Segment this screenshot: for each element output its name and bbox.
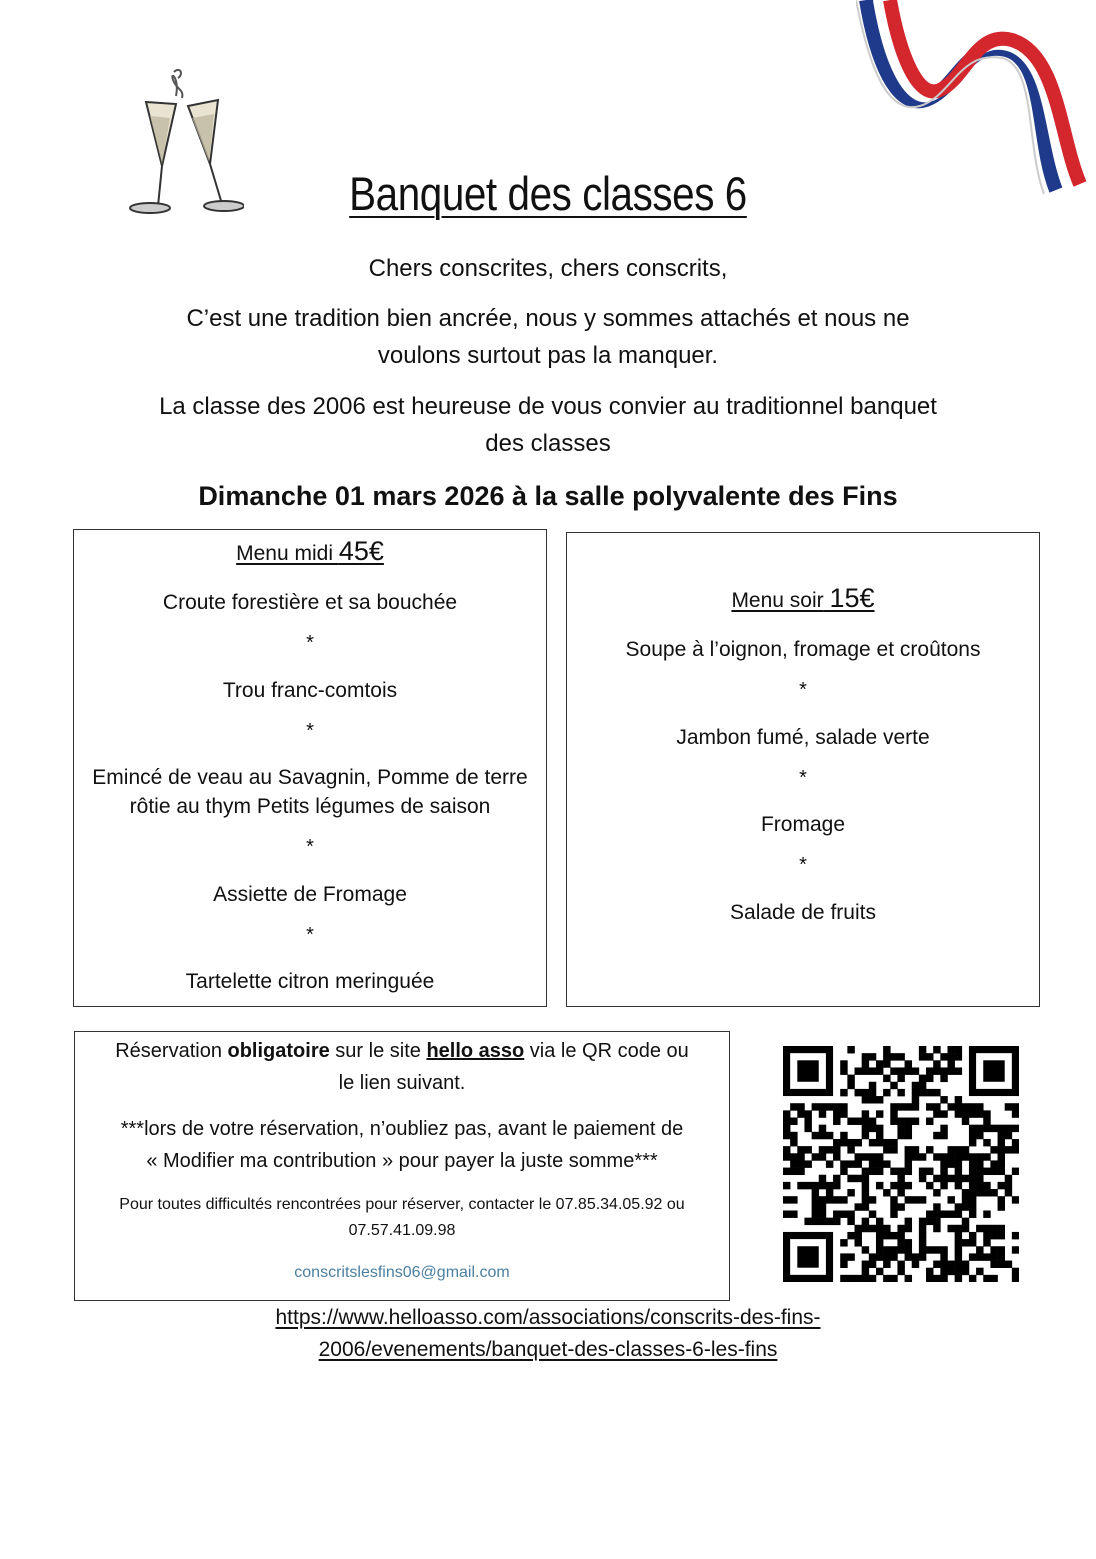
reservation-text: sur le site <box>329 1040 427 1062</box>
menu-midi-price: 45€ <box>338 536 384 566</box>
menu-soir-price: 15€ <box>829 583 875 613</box>
qr-finder-pattern <box>797 1246 818 1267</box>
contact-line1: Pour toutes difficultés rencontrées pour réserver, contacter le 07.85.34.05.92 ou <box>119 1196 685 1213</box>
menu-midi-item: Assiette de Fromage <box>213 883 407 906</box>
reservation-line1 <box>75 1040 729 1063</box>
greeting-text: Chers conscrites, chers conscrits, <box>368 255 728 282</box>
menu-midi-item: rôtie au thym Petits légumes de saison <box>129 795 491 818</box>
menu-soir-label: Menu soir <box>731 589 824 612</box>
menu-separator: * <box>306 720 314 742</box>
menu-midi-title <box>74 536 546 567</box>
menu-soir-box <box>566 532 1040 1007</box>
reservation-text: Réservation <box>115 1040 228 1062</box>
reservation-text: via le QR code ou <box>524 1040 689 1062</box>
reservation-note-line1: ***lors de votre réservation, n’oubliez pas, avant le paiement de <box>120 1118 684 1140</box>
helloasso-name: hello asso <box>426 1040 525 1062</box>
helloasso-link-line2[interactable]: 2006/evenements/banquet-des-classes-6-les-fins <box>318 1338 778 1361</box>
page-title: Banquet des classes 6 <box>349 167 747 220</box>
reservation-line2: le lien suivant. <box>338 1072 466 1094</box>
menu-separator: * <box>799 679 807 701</box>
qr-finder-pattern <box>983 1060 1004 1081</box>
menu-separator: * <box>306 836 314 858</box>
menu-midi-item: Trou franc-comtois <box>222 679 398 702</box>
intro-paragraph-1-line2: voulons surtout pas la manquer. <box>377 342 719 369</box>
intro-paragraph-2-line2: des classes <box>485 430 611 457</box>
menu-separator: * <box>799 854 807 876</box>
menu-midi-label: Menu midi <box>236 542 333 565</box>
menu-soir-item: Fromage <box>760 813 846 836</box>
event-date-location: Dimanche 01 mars 2026 à la salle polyvalente des Fins <box>198 481 898 511</box>
qr-finder-pattern <box>797 1060 818 1081</box>
menu-midi-item: Emincé de veau au Savagnin, Pomme de terre <box>92 766 528 789</box>
menu-soir-item: Jambon fumé, salade verte <box>676 726 930 749</box>
menu-separator: * <box>306 924 314 946</box>
intro-paragraph-1 <box>0 300 1096 374</box>
reservation-box <box>74 1031 730 1301</box>
menu-midi-item: Tartelette citron meringuée <box>185 970 435 993</box>
intro-paragraph-1-line1: C’est une tradition bien ancrée, nous y sommes attachés et nous ne <box>186 305 910 332</box>
menu-separator: * <box>306 632 314 654</box>
menu-soir-item: Salade de fruits <box>730 901 876 924</box>
qr-code[interactable] <box>783 1046 1019 1282</box>
reservation-note-line2: « Modifier ma contribution » pour payer la juste somme*** <box>146 1150 658 1172</box>
menu-soir-title <box>567 583 1039 614</box>
menu-midi-item: Croute forestière et sa bouchée <box>162 591 458 614</box>
email-link[interactable]: conscritslesfins06@gmail.com <box>294 1264 510 1281</box>
helloasso-link[interactable] <box>0 1302 1096 1366</box>
menu-separator: * <box>799 767 807 789</box>
reservation-required: obligatoire <box>227 1040 330 1062</box>
helloasso-link-line1[interactable]: https://www.helloasso.com/associations/conscrits-des-fins- <box>275 1306 821 1329</box>
menu-midi-box <box>73 529 547 1007</box>
menu-soir-item: Soupe à l’oignon, fromage et croûtons <box>625 638 981 661</box>
intro-paragraph-2 <box>0 388 1096 462</box>
contact-line2: 07.57.41.09.98 <box>348 1222 456 1239</box>
intro-paragraph-2-line1: La classe des 2006 est heureuse de vous convier au traditionnel banquet <box>159 393 937 420</box>
